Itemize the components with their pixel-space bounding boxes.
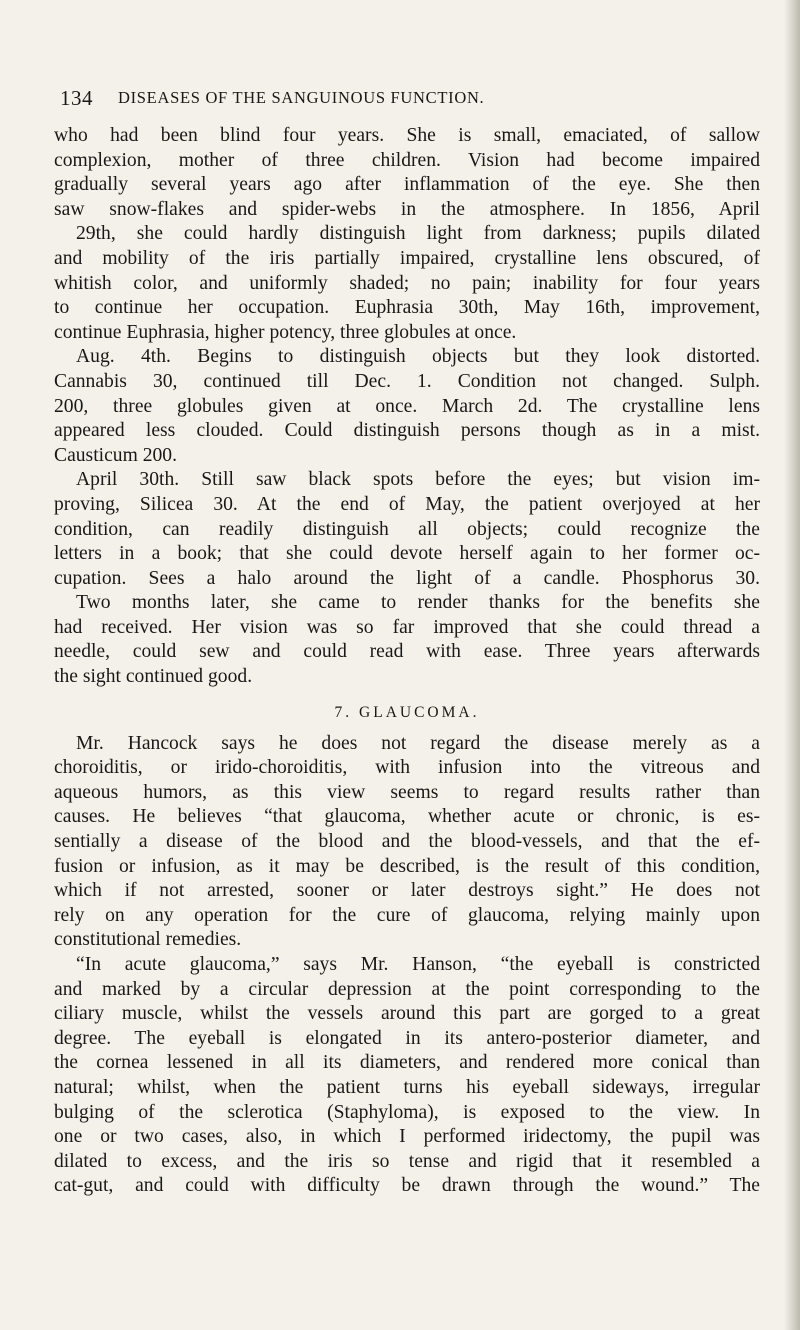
page-edge-shadow [784,0,800,1330]
text-line: had received. Her vision was so far improved that she could thread a [54,616,760,638]
text-line: ciliary muscle, whilst the vessels around this part are gorged to a great [54,1003,760,1025]
text-line: needle, could sew and could read with ease. Three years afterwards [54,641,760,663]
text-line: saw snow-flakes and spider-webs in the atmosphere. In 1856, April [54,198,760,220]
text-line: dilated to excess, and the iris so tense and rigid that it resembled a [54,1150,760,1172]
text-line: which if not arrested, sooner or later destroys sight.” He does not [54,880,760,902]
text-line: 200, three globules given at once. March 2d. The crystalline lens [54,395,760,417]
text-line: condition, can readily distinguish all objects; could recognize the [54,518,760,540]
text-line: causes. He believes “that glaucoma, whether acute or chronic, is es- [54,806,760,828]
text-line: cat-gut, and could with difficulty be drawn through the wound.” The [54,1175,760,1197]
text-line: letters in a book; that she could devote herself again to her former oc- [54,543,760,565]
text-line: and marked by a circular depression at the point corresponding to the [54,978,760,1000]
text-line: constitutional remedies. [54,929,242,951]
text-line: fusion or infusion, as it may be described, is the result of this condition, [54,855,760,877]
text-line: Cannabis 30, continued till Dec. 1. Condition not changed. Sulph. [54,370,760,392]
text-line: who had been blind four years. She is small, emaciated, of sallow [54,125,760,146]
text-line: proving, Silicea 30. At the end of May, the patient overjoyed at her [54,493,760,515]
text-line: the cornea lessened in all its diameters, and rendered more conical than [54,1052,760,1074]
text-line: April 30th. Still saw black spots before the eyes; but vision im- [76,469,760,491]
body-text [54,124,760,1199]
text-line: rely on any operation for the cure of glaucoma, relying mainly upon [54,904,760,926]
text-line: aqueous humors, as this view seems to regard results rather than [54,781,760,803]
section-heading: 7. GLAUCOMA. [334,703,480,721]
text-line: Aug. 4th. Begins to distinguish objects but they look distorted. [76,346,760,368]
text-line: complexion, mother of three children. Vision had become impaired [54,149,760,171]
text-line: Two months later, she came to render thanks for the benefits she [76,592,760,614]
text-line: gradually several years ago after inflammation of the eye. She then [54,174,760,196]
text-line: appeared less clouded. Could distinguish persons though as in a mist. [54,420,760,442]
text-line: continue Euphrasia, higher potency, three globules at once. [54,321,517,343]
text-line: “In acute glaucoma,” says Mr. Hanson, “the eyeball is constricted [76,954,760,975]
text-line: Mr. Hancock says he does not regard the disease merely as a [76,732,760,754]
text-line: to continue her occupation. Euphrasia 30th, May 16th, improvement, [54,297,760,319]
text-line: natural; whilst, when the patient turns his eyeball sideways, irregular [54,1076,760,1098]
text-line: and mobility of the iris partially impaired, crystalline lens obscured, of [54,247,760,269]
text-line: 29th, she could hardly distinguish light from darkness; pupils dilated [76,223,760,245]
text-line: the sight continued good. [54,666,253,688]
text-line: bulging of the sclerotica (Staphyloma), is exposed to the view. In [54,1101,760,1123]
running-head [60,86,760,112]
page-number: 134 [60,86,93,110]
text-line: cupation. Sees a halo around the light of a candle. Phosphorus 30. [54,567,760,589]
text-line: whitish color, and uniformly shaded; no pain; inability for four years [54,272,760,294]
text-line: Causticum 200. [54,444,177,466]
text-line: degree. The eyeball is elongated in its antero-posterior diameter, and [54,1027,760,1049]
header-title: DISEASES OF THE SANGUINOUS FUNCTION. [118,88,485,107]
text-line: choroiditis, or irido-choroiditis, with infusion into the vitreous and [54,757,760,779]
text-line: sentially a disease of the blood and the blood-vessels, and that the ef- [54,831,760,853]
text-line: one or two cases, also, in which I performed iridectomy, the pupil was [54,1126,760,1148]
